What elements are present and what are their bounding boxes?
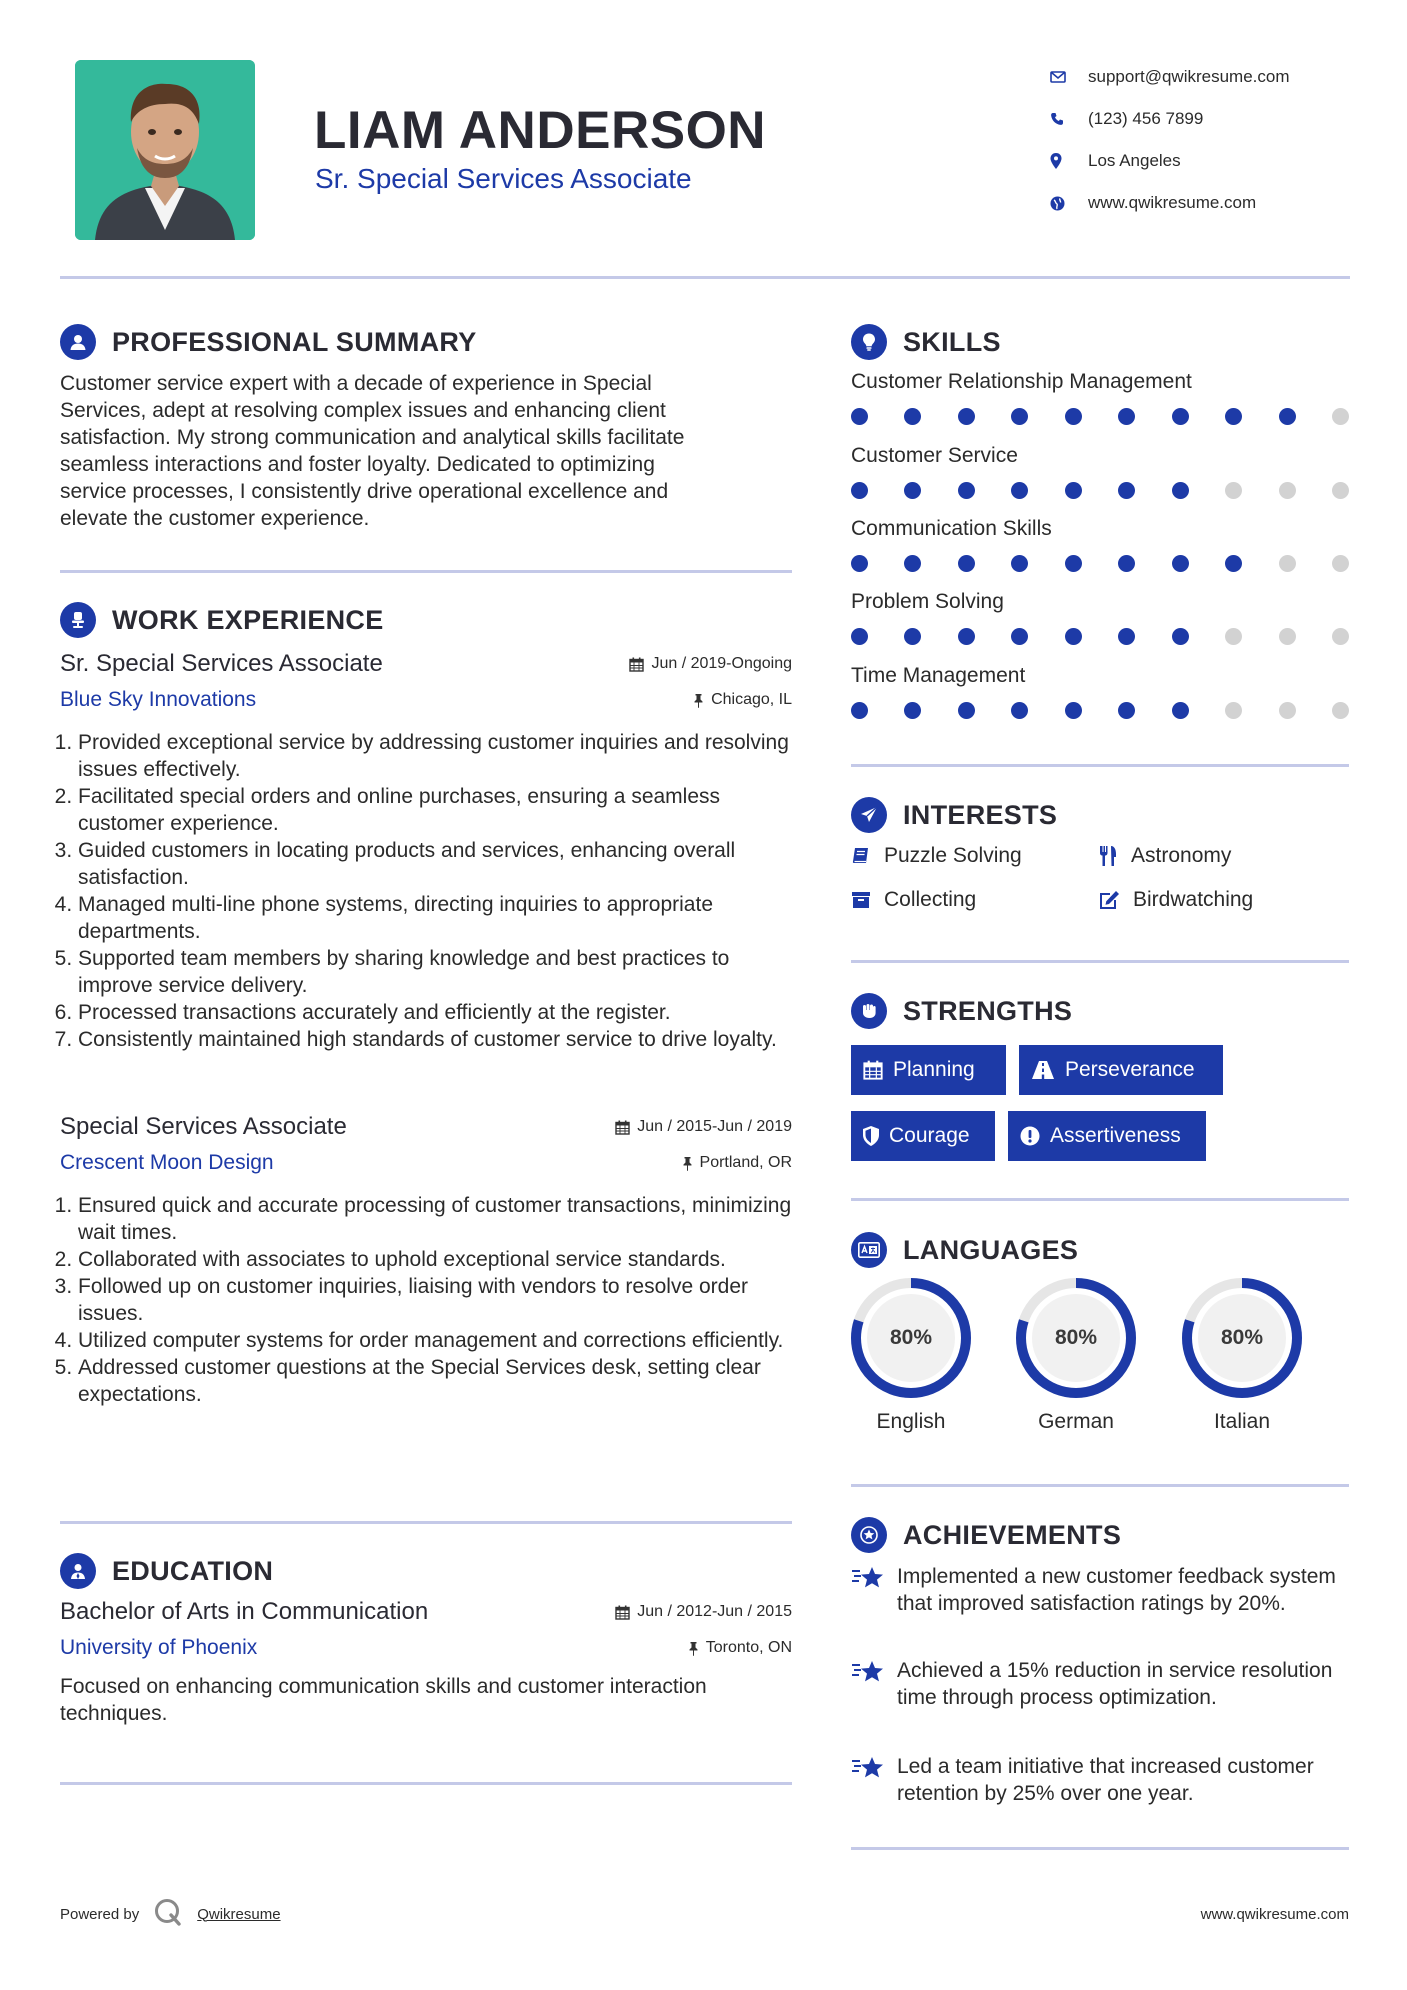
interest-item bbox=[851, 888, 976, 912]
language-icon bbox=[851, 1232, 887, 1268]
strength-label: Perseverance bbox=[1065, 1058, 1195, 1081]
languages-heading-text: LANGUAGES bbox=[903, 1234, 1079, 1265]
rating-dot-filled bbox=[851, 555, 868, 572]
rating-dot-filled bbox=[1011, 628, 1028, 645]
rating-dot-filled bbox=[1065, 555, 1082, 572]
rating-dot-filled bbox=[1065, 702, 1082, 719]
skill-rating bbox=[851, 628, 1349, 645]
rating-dot-filled bbox=[904, 702, 921, 719]
list-item: 1. Ensured quick and accurate processing of customer transactions, minimizing wait times. bbox=[78, 1192, 792, 1246]
summary-heading-text: PROFESSIONAL SUMMARY bbox=[112, 326, 477, 357]
section-divider bbox=[851, 764, 1349, 767]
skills-heading-text: SKILLS bbox=[903, 326, 1001, 357]
skill-item bbox=[851, 370, 1351, 425]
language-percent: 80% bbox=[1054, 1326, 1098, 1349]
job-title: Sr. Special Services Associate bbox=[60, 650, 383, 677]
language-progress-ring bbox=[849, 1276, 973, 1400]
interest-item bbox=[851, 844, 1022, 868]
job-dates bbox=[629, 655, 792, 673]
strength-label: Planning bbox=[893, 1058, 975, 1081]
list-item: 5. Addressed customer questions at the Special Services desk, setting clear expectations. bbox=[78, 1354, 792, 1408]
globe-icon bbox=[1050, 196, 1088, 211]
skill-name: Communication Skills bbox=[851, 517, 1052, 540]
rating-dot-empty bbox=[1279, 482, 1296, 499]
rating-dot-filled bbox=[904, 555, 921, 572]
interest-label: Puzzle Solving bbox=[884, 844, 1022, 867]
list-item: 2. Collaborated with associates to uphold exceptional service standards. bbox=[78, 1246, 792, 1273]
skill-item bbox=[851, 517, 1351, 572]
summary-line: Services, adept at resolving complex issues and enhancing client bbox=[60, 399, 666, 422]
list-item: 5. Supported team members by sharing knowledge and best practices to improve service delivery. bbox=[78, 945, 792, 999]
interest-item bbox=[1098, 888, 1253, 912]
achievement-item bbox=[851, 1563, 1351, 1617]
skill-name: Customer Service bbox=[851, 444, 1018, 467]
achievements-heading-text: ACHIEVEMENTS bbox=[903, 1519, 1122, 1550]
map-marker-icon bbox=[1050, 153, 1088, 169]
job-bullets bbox=[60, 729, 792, 1053]
job-entry bbox=[60, 1112, 792, 1408]
section-divider bbox=[60, 1521, 792, 1524]
job-company: Crescent Moon Design bbox=[60, 1151, 274, 1174]
calendar-icon bbox=[629, 657, 644, 672]
contact-email-text: support@qwikresume.com bbox=[1088, 67, 1290, 86]
skill-rating bbox=[851, 408, 1349, 425]
utensils-icon bbox=[1098, 845, 1118, 867]
job-bullets bbox=[60, 1192, 792, 1408]
fist-icon bbox=[851, 993, 887, 1029]
calendar-icon bbox=[615, 1120, 630, 1135]
skill-name: Problem Solving bbox=[851, 590, 1004, 613]
achievement-text: Implemented a new customer feedback system that improved satisfaction ratings by 20%. bbox=[897, 1565, 1336, 1615]
skill-name: Time Management bbox=[851, 664, 1026, 687]
summary-heading bbox=[60, 324, 477, 360]
work-heading-text: WORK EXPERIENCE bbox=[112, 604, 384, 635]
skill-rating bbox=[851, 702, 1349, 719]
strengths-heading-text: STRENGTHS bbox=[903, 995, 1073, 1026]
skills-heading bbox=[851, 324, 1001, 360]
candidate-title: Sr. Special Services Associate bbox=[315, 163, 692, 194]
strength-chip bbox=[851, 1111, 995, 1161]
interest-label: Collecting bbox=[884, 888, 977, 911]
skill-name: Customer Relationship Management bbox=[851, 370, 1192, 393]
interest-label: Astronomy bbox=[1131, 844, 1232, 867]
language-item bbox=[849, 1276, 973, 1434]
job-title: Special Services Associate bbox=[60, 1113, 347, 1140]
rating-dot-empty bbox=[1225, 628, 1242, 645]
skill-rating bbox=[851, 555, 1349, 572]
degree-title: Bachelor of Arts in Communication bbox=[60, 1598, 429, 1625]
strength-chip bbox=[851, 1045, 1006, 1095]
strength-label: Courage bbox=[889, 1124, 970, 1147]
rating-dot-filled bbox=[958, 555, 975, 572]
school-name: University of Phoenix bbox=[60, 1636, 258, 1659]
summary-text bbox=[60, 370, 792, 532]
rating-dot-empty bbox=[1332, 555, 1349, 572]
summary-line: service processes, I consistently drive operational excellence and bbox=[60, 480, 669, 503]
achievement-text: Achieved a 15% reduction in service resolution time through process optimization. bbox=[897, 1659, 1333, 1709]
header-divider bbox=[60, 276, 1350, 279]
work-heading bbox=[60, 602, 384, 638]
job-location bbox=[682, 1154, 792, 1172]
list-item: 4. Utilized computer systems for order management and corrections efficiently. bbox=[78, 1327, 792, 1354]
summary-line: elevate the customer experience. bbox=[60, 507, 370, 530]
rating-dot-empty bbox=[1332, 702, 1349, 719]
section-divider bbox=[60, 570, 792, 573]
job-company: Blue Sky Innovations bbox=[60, 688, 257, 711]
interests-heading-text: INTERESTS bbox=[903, 799, 1058, 830]
list-item: 3. Guided customers in locating products and services, enhancing overall satisfaction. bbox=[78, 837, 792, 891]
footer-website[interactable]: www.qwikresume.com bbox=[1200, 1906, 1349, 1923]
rating-dot-filled bbox=[958, 702, 975, 719]
powered-by-text: Powered by bbox=[60, 1905, 140, 1923]
rating-dot-filled bbox=[1172, 628, 1189, 645]
language-name: German bbox=[1038, 1410, 1114, 1433]
edit-icon bbox=[1098, 890, 1120, 910]
education-heading bbox=[60, 1553, 273, 1589]
rating-dot-filled bbox=[1172, 482, 1189, 499]
interest-item bbox=[1098, 844, 1231, 868]
rating-dot-filled bbox=[1279, 408, 1296, 425]
rating-dot-filled bbox=[851, 702, 868, 719]
exclamation-icon bbox=[1020, 1126, 1040, 1146]
calendar-icon bbox=[615, 1605, 630, 1620]
rating-dot-filled bbox=[1118, 555, 1135, 572]
list-item: 4. Managed multi-line phone systems, directing inquiries to appropriate departments. bbox=[78, 891, 792, 945]
rating-dot-filled bbox=[1065, 408, 1082, 425]
rating-dot-filled bbox=[1172, 702, 1189, 719]
rating-dot-filled bbox=[1011, 555, 1028, 572]
rating-dot-filled bbox=[958, 482, 975, 499]
brand-link[interactable]: Qwikresume bbox=[197, 1905, 281, 1923]
pushpin-icon bbox=[682, 1156, 693, 1171]
skill-item bbox=[851, 664, 1351, 719]
rating-dot-empty bbox=[1332, 628, 1349, 645]
rating-dot-filled bbox=[851, 482, 868, 499]
shooting-star-icon bbox=[851, 1755, 885, 1781]
section-divider bbox=[851, 1198, 1349, 1201]
list-item: 2. Facilitated special orders and online purchases, ensuring a seamless customer experience. bbox=[78, 783, 792, 837]
rating-dot-filled bbox=[958, 408, 975, 425]
achievement-item bbox=[851, 1657, 1351, 1711]
achievements-heading bbox=[851, 1517, 1121, 1553]
rating-dot-filled bbox=[1225, 555, 1242, 572]
profile-photo bbox=[75, 60, 255, 240]
section-divider bbox=[60, 1782, 792, 1785]
rating-dot-filled bbox=[1065, 628, 1082, 645]
language-item bbox=[1014, 1276, 1138, 1434]
summary-line: Customer service expert with a decade of experience in Special bbox=[60, 372, 652, 395]
pushpin-icon bbox=[693, 693, 704, 708]
job-dates bbox=[615, 1118, 792, 1136]
education-location bbox=[688, 1639, 792, 1657]
job-location bbox=[693, 691, 792, 709]
job-dates-text: Jun / 2019-Ongoing bbox=[651, 655, 792, 672]
job-dates-text: Jun / 2015-Jun / 2019 bbox=[637, 1118, 792, 1135]
user-icon bbox=[60, 324, 96, 360]
education-heading-text: EDUCATION bbox=[112, 1555, 274, 1586]
rating-dot-filled bbox=[1172, 555, 1189, 572]
languages-heading bbox=[851, 1232, 1078, 1268]
list-item: 1. Provided exceptional service by addressing customer inquiries and resolving issues effectively. bbox=[78, 729, 792, 783]
pushpin-icon bbox=[688, 1641, 699, 1656]
section-divider bbox=[851, 1847, 1349, 1850]
chair-icon bbox=[60, 602, 96, 638]
rating-dot-empty bbox=[1225, 482, 1242, 499]
footer-powered-by bbox=[60, 1897, 281, 1931]
rating-dot-filled bbox=[904, 628, 921, 645]
envelope-icon bbox=[1050, 71, 1088, 83]
education-description: Focused on enhancing communication skills and customer interaction techniques. bbox=[60, 1675, 707, 1725]
language-progress-ring bbox=[1014, 1276, 1138, 1400]
language-progress-ring bbox=[1180, 1276, 1304, 1400]
summary-line: satisfaction. My strong communication and analytical skills facilitate bbox=[60, 426, 685, 449]
rating-dot-filled bbox=[851, 628, 868, 645]
paper-plane-icon bbox=[851, 797, 887, 833]
skill-item bbox=[851, 590, 1351, 645]
rating-dot-filled bbox=[904, 408, 921, 425]
education-dates-text: Jun / 2012-Jun / 2015 bbox=[637, 1603, 792, 1620]
contact-email[interactable] bbox=[1050, 56, 1290, 98]
summary-line: seamless interactions and foster loyalty. Dedicated to optimizing bbox=[60, 453, 655, 476]
skill-rating bbox=[851, 482, 1349, 499]
rating-dot-empty bbox=[1279, 702, 1296, 719]
education-dates bbox=[615, 1603, 792, 1621]
rating-dot-filled bbox=[904, 482, 921, 499]
star-badge-icon bbox=[851, 1517, 887, 1553]
shooting-star-icon bbox=[851, 1659, 885, 1685]
rating-dot-filled bbox=[1065, 482, 1082, 499]
list-item: 7. Consistently maintained high standards of customer service to drive loyalty. bbox=[78, 1026, 792, 1053]
job-location-text: Portland, OR bbox=[699, 1154, 792, 1171]
contact-location bbox=[1050, 140, 1290, 182]
rating-dot-empty bbox=[1332, 408, 1349, 425]
job-entry bbox=[60, 649, 792, 1053]
rating-dot-filled bbox=[851, 408, 868, 425]
strength-label: Assertiveness bbox=[1050, 1124, 1181, 1147]
rating-dot-filled bbox=[1118, 702, 1135, 719]
interest-label: Birdwatching bbox=[1133, 888, 1254, 911]
rating-dot-filled bbox=[1011, 702, 1028, 719]
list-item: 3. Followed up on customer inquiries, liaising with vendors to resolve order issues. bbox=[78, 1273, 792, 1327]
lightbulb-icon bbox=[851, 324, 887, 360]
book-icon bbox=[851, 846, 871, 866]
shield-icon bbox=[863, 1126, 879, 1146]
language-percent: 80% bbox=[1220, 1326, 1264, 1349]
contact-location-text: Los Angeles bbox=[1088, 151, 1181, 170]
rating-dot-filled bbox=[1172, 408, 1189, 425]
rating-dot-filled bbox=[1118, 628, 1135, 645]
list-item: 6. Processed transactions accurately and efficiently at the register. bbox=[78, 999, 792, 1026]
contact-list bbox=[1050, 56, 1290, 224]
strength-chip bbox=[1019, 1045, 1223, 1095]
rating-dot-filled bbox=[1118, 482, 1135, 499]
section-divider bbox=[851, 1484, 1349, 1487]
strength-chip bbox=[1008, 1111, 1206, 1161]
language-name: Italian bbox=[1213, 1410, 1271, 1433]
candidate-name: LIAM ANDERSON bbox=[314, 101, 767, 160]
achievement-text: Led a team initiative that increased customer retention by 25% over one year. bbox=[897, 1755, 1314, 1805]
phone-icon bbox=[1050, 112, 1088, 126]
education-location-text: Toronto, ON bbox=[705, 1639, 792, 1656]
section-divider bbox=[851, 960, 1349, 963]
contact-phone[interactable] bbox=[1050, 98, 1290, 140]
shooting-star-icon bbox=[851, 1565, 885, 1591]
rating-dot-filled bbox=[958, 628, 975, 645]
job-location-text: Chicago, IL bbox=[711, 691, 792, 708]
contact-website-text: www.qwikresume.com bbox=[1088, 193, 1257, 212]
rating-dot-empty bbox=[1225, 702, 1242, 719]
strengths-heading bbox=[851, 993, 1072, 1029]
rating-dot-filled bbox=[1011, 482, 1028, 499]
road-icon bbox=[1031, 1061, 1055, 1079]
rating-dot-filled bbox=[1011, 408, 1028, 425]
contact-website[interactable] bbox=[1050, 182, 1290, 224]
contact-phone-text: (123) 456 7899 bbox=[1088, 109, 1204, 128]
rating-dot-empty bbox=[1332, 482, 1349, 499]
calendar-icon bbox=[863, 1060, 883, 1080]
achievement-item bbox=[851, 1753, 1351, 1807]
language-item bbox=[1180, 1276, 1304, 1434]
education-entry bbox=[60, 1597, 792, 1727]
skill-item bbox=[851, 444, 1351, 499]
rating-dot-empty bbox=[1279, 628, 1296, 645]
graduate-icon bbox=[60, 1553, 96, 1589]
rating-dot-filled bbox=[1118, 408, 1135, 425]
interests-heading bbox=[851, 797, 1057, 833]
rating-dot-filled bbox=[1225, 408, 1242, 425]
rating-dot-empty bbox=[1279, 555, 1296, 572]
qwikresume-logo-icon bbox=[153, 1897, 183, 1931]
language-percent: 80% bbox=[889, 1326, 933, 1349]
archive-icon bbox=[851, 890, 871, 910]
language-name: English bbox=[876, 1410, 946, 1433]
